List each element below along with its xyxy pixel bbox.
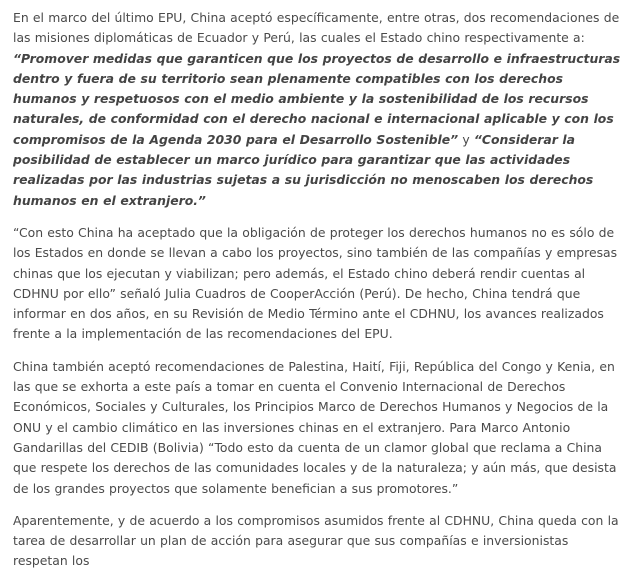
quote-connector: y — [458, 131, 474, 147]
paragraph-cooperaccion: “Con esto China ha aceptado que la obligación de proteger los derechos humanos no es sólo de los Estados en donde se llevan a cabo los proyectos, sino también de las compañías y empresas chinas que los ejecutan y viabilizan; pero además, el Estado chino deberá rendir cuentas al CDHNU por ello” señaló Julia Cuadros de CooperAcción (Perú). De hecho, China tendrá que informar en dos años, en su Revisión de Medio Término ante el CDHNU, los avances realizados frente a la implementación de las recomendaciones del EPU. — [13, 224, 618, 342]
quote-ecuador-recommendation: “Promover medidas que garanticen que los proyectos de desarrollo e infraestructuras dentro y fuera de su territorio sean plenamente compatibles con los derechos humanos y respetuosos con el medio ambiente y la sostenibilidad de los recursos naturales, de conformidad con el derecho nacional e internacional aplicable y con los compromisos de la Agenda 2030 para el Desarrollo Sostenible” — [13, 50, 621, 147]
paragraph-intro: En el marco del último EPU, China aceptó específicamente, entre otras, dos recomendaciones de las misiones diplomáticas de Ecuador y Perú, las cuales el Estado chino respectivamente a: — [13, 10, 620, 46]
paragraph-epu-recommendations — [13, 8, 627, 211]
paragraph-other-recommendations: China también aceptó recomendaciones de Palestina, Haití, Fiji, República del Congo y Kenia, en las que se exhorta a este país a tomar en cuenta el Convenio Internacional de Derechos Económicos, Sociales y Culturales, los Principios Marco de Derechos Humanos y Negocios de la ONU y el cambio climático en las inversiones chinas en el extranjero. Para Marco Antonio Gandarillas del CEDIB (Bolivia) “Todo esto da cuenta de un clamor global que reclama a China que respete los derechos de las comunidades locales y de la naturaleza; y aún más, que desista de los grandes proyectos que solamente benefician a sus promotores.” — [13, 358, 617, 496]
paragraph-action-plan: Aparentemente, y de acuerdo a los compromisos asumidos frente al CDHNU, China queda con la tarea de desarrollar un plan de acción para asegurar que sus compañías e inversionistas respetan los — [13, 512, 619, 569]
quote-peru-recommendation: “Considerar la posibilidad de establecer un marco jurídico para garantizar que las actividades realizadas por las industrias sujetas a su jurisdicción no menoscaben los derechos humanos en el extranjero.” — [13, 131, 594, 208]
